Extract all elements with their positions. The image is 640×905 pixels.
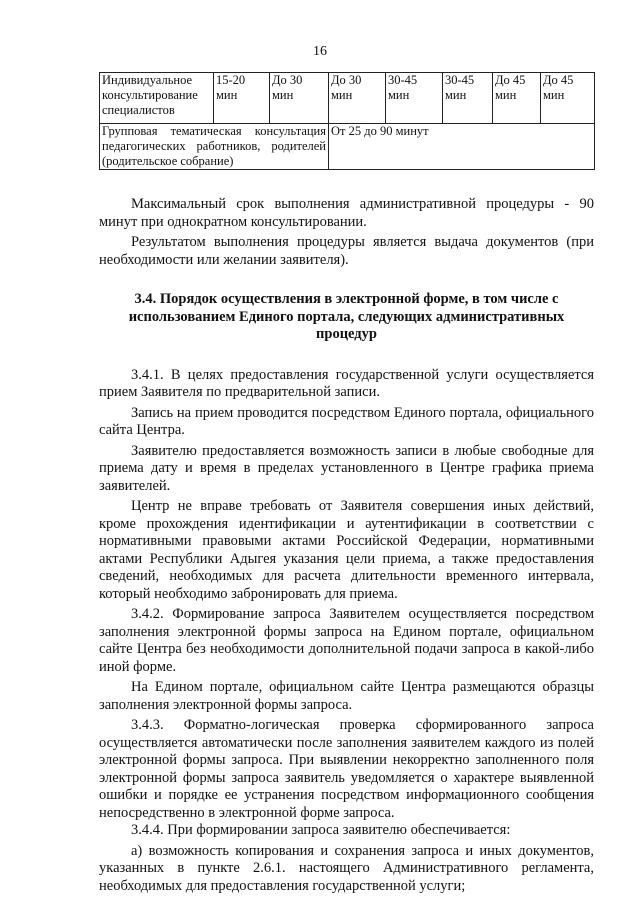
table-cell-label: Групповая тематическая консультация педагогических работников, родителей (родительское собрание) <box>100 124 329 170</box>
table-cell: От 25 до 90 минут <box>329 124 595 170</box>
page-number: 16 <box>313 44 327 59</box>
table-cell: 30-45 мин <box>386 73 443 124</box>
document-body <box>99 196 594 895</box>
table-cell: До 30 мин <box>270 73 329 124</box>
table-cell: 15-20 мин <box>214 73 270 124</box>
paragraph: Центр не вправе требовать от Заявителя совершения иных действий, кроме прохождения идентификации и аутентификации в соответствии с нормативными правовыми актами Российской Федерации, нормативными актами Республики Адыгея указания цели приема, а также предоставления сведений, необходимых для расчета длительности временного интервала, который необходимо забронировать для приема. <box>99 498 594 602</box>
table-cell: До 45 мин <box>493 73 541 124</box>
paragraph: Заявителю предоставляется возможность записи в любые свободные для приема дату и время в пределах установленного в Центре графика приема заявителей. <box>99 442 594 494</box>
paragraph: 3.4.1. В целях предоставления государственной услуги осуществляется прием Заявителя по предварительной записи. <box>99 366 594 400</box>
paragraph: Запись на прием проводится посредством Единого портала, официального сайта Центра. <box>99 404 594 438</box>
paragraph: 3.4.2. Формирование запроса Заявителем осуществляется посредством заполнения электронной формы запроса на Едином портале, официальном сайте Центра без необходимости дополнительной подачи запроса в какой-либо иной форме. <box>99 606 594 675</box>
table-row <box>100 73 595 124</box>
paragraph: Результатом выполнения процедуры является выдача документов (при необходимости или желании заявителя). <box>99 234 594 268</box>
paragraph: 3.4.3. Форматно-логическая проверка сформированного запроса осуществляется автоматически после заполнения заявителем каждого из полей электронной формы запроса. При выявлении некорректно заполненного поля электронной формы запроса заявитель уведомляется о характере выявленной ошибки и порядке ее устранения посредством информационного сообщения непосредственно в электронной форме запроса. <box>99 717 594 821</box>
consultation-time-table <box>99 72 595 170</box>
paragraph: а) возможность копирования и сохранения запроса и иных документов, указанных в пункте 2.6.1. настоящего Административного регламента, необходимых для предоставления государственной услуги; <box>99 842 594 894</box>
paragraph: 3.4.4. При формировании запроса заявителю обеспечивается: <box>131 822 511 838</box>
table-cell-label: Индивидуальное консультирование специалистов <box>100 73 214 124</box>
section-heading: 3.4. Порядок осуществления в электронной форме, в том числе с использованием Единого портала, следующих административных процедур <box>128 291 565 342</box>
paragraph: На Едином портале, официальном сайте Центра размещаются образцы заполнения электронной формы запроса. <box>99 679 594 713</box>
paragraph: Максимальный срок выполнения административной процедуры - 90 минут при однократном консультировании. <box>99 196 594 230</box>
table-cell: До 30 мин <box>329 73 386 124</box>
table-cell: 30-45 мин <box>443 73 493 124</box>
table-row <box>100 124 595 170</box>
table-cell: До 45 мин <box>541 73 595 124</box>
